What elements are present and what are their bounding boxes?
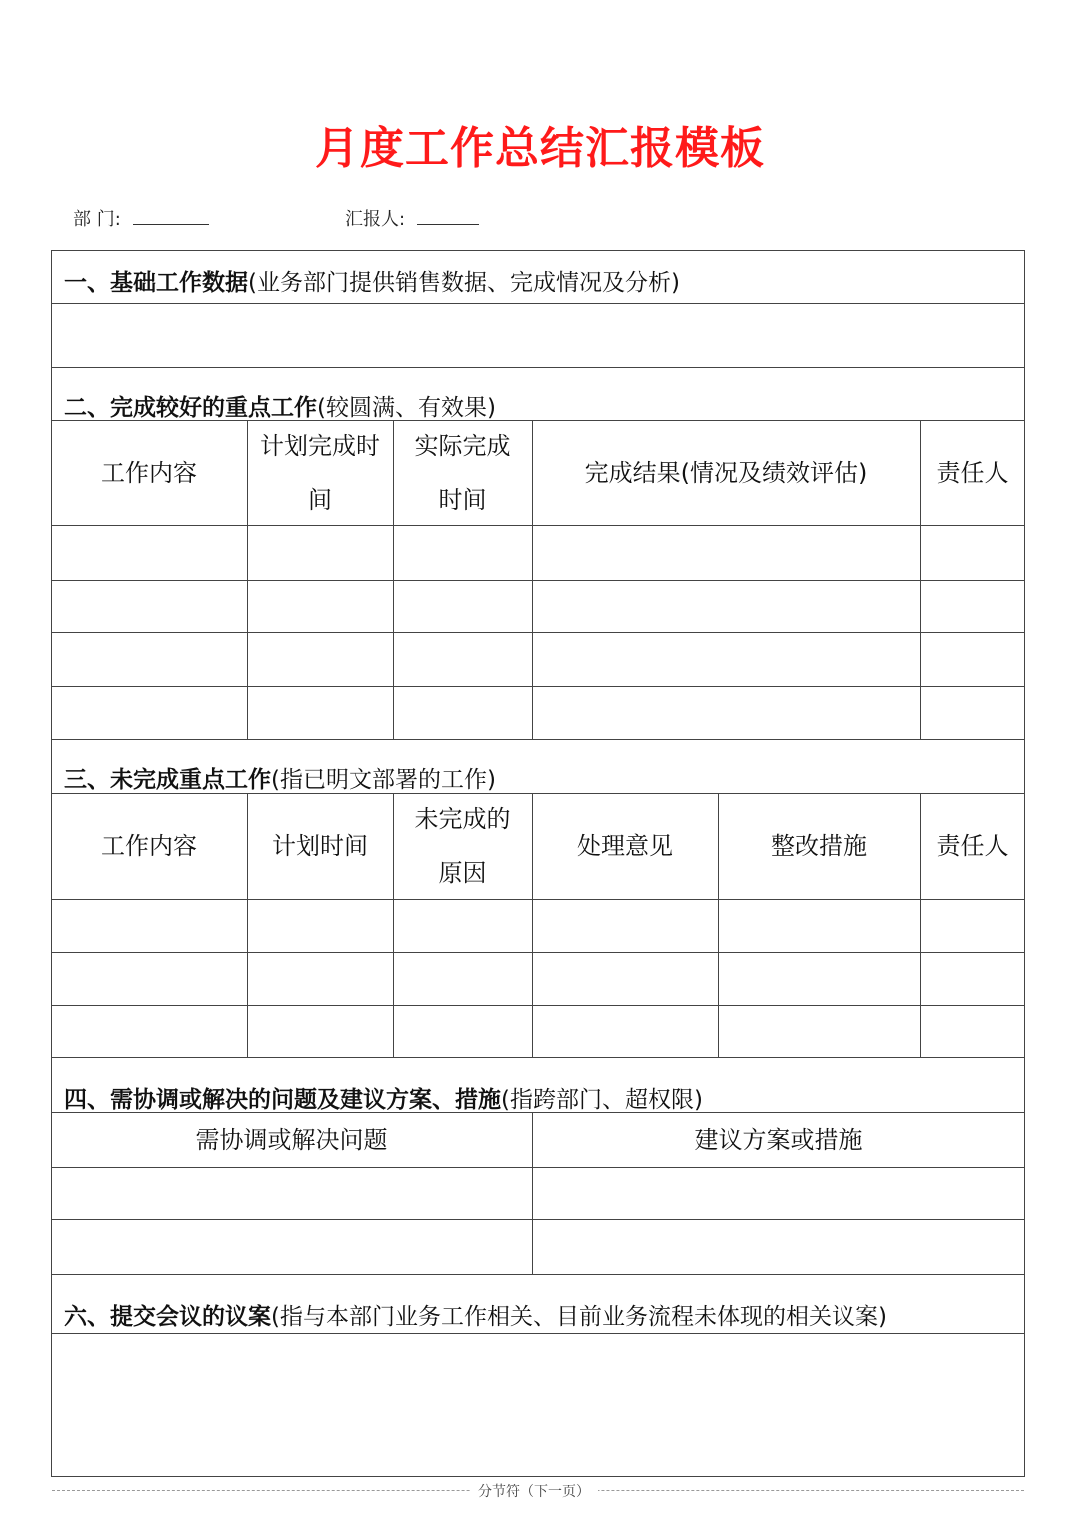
s2-header-cell: 实际完成时间 [414, 431, 511, 514]
department-label: 部 门: [73, 209, 121, 230]
table-row [51, 580, 1025, 581]
s4-header-cell: 需协调或解决问题 [195, 1125, 388, 1154]
reporter-label: 汇报人: [345, 209, 406, 230]
section1-title-note: (业务部门提供销售数据、完成情况及分析) [248, 270, 680, 296]
department-blank[interactable] [133, 208, 209, 225]
section6-title-note: (指与本部门业务工作相关、目前业务流程未体现的相关议案) [271, 1304, 887, 1330]
section2-title-note: (较圆满、有效果) [317, 395, 496, 421]
column-line [532, 420, 533, 739]
column-line [532, 1112, 533, 1274]
divider [51, 367, 1025, 368]
section3-title-note: (指已明文部署的工作) [271, 767, 496, 793]
table-row [51, 686, 1025, 687]
column-line [532, 793, 533, 1057]
section2-title-bold: 二、完成较好的重点工作 [64, 395, 317, 421]
s3-header-cell: 未完成的原因 [414, 805, 511, 887]
s4-header-cell: 建议方案或措施 [694, 1125, 863, 1154]
page-break-label: 分节符（下一页） [470, 1481, 598, 1501]
section6-title [64, 1298, 887, 1331]
section1-title-bold: 一、基础工作数据 [64, 270, 248, 296]
column-line [247, 420, 248, 739]
table-row [51, 899, 1025, 900]
divider [51, 1057, 1025, 1058]
table-row [51, 1219, 1025, 1220]
s2-header-cell: 责任人 [936, 458, 1009, 487]
section1-title [64, 264, 680, 297]
table-row [51, 525, 1025, 526]
divider [51, 1333, 1025, 1334]
s2-header-cell: 完成结果(情况及绩效评估) [584, 458, 868, 487]
column-line [718, 793, 719, 1057]
column-line [393, 420, 394, 739]
section6-title-bold: 六、提交会议的议案 [64, 1304, 271, 1330]
divider [51, 739, 1025, 740]
s2-header-cell: 工作内容 [101, 458, 197, 487]
reporter-blank[interactable] [417, 208, 479, 225]
divider [51, 303, 1025, 304]
table-row [51, 952, 1025, 953]
section4-title-bold: 四、需协调或解决的问题及建议方案、措施 [64, 1087, 501, 1113]
section4-title [64, 1081, 703, 1114]
s3-header-cell: 计划时间 [272, 832, 368, 860]
reporter-field [345, 205, 479, 231]
table-row [51, 1167, 1025, 1168]
page-title: 月度工作总结汇报模板 [315, 123, 765, 174]
section4-title-note: (指跨部门、超权限) [501, 1087, 703, 1113]
column-line [247, 793, 248, 1057]
section2-title [64, 389, 496, 422]
table-row [51, 632, 1025, 633]
section3-title-bold: 三、未完成重点工作 [64, 767, 271, 793]
column-line [920, 420, 921, 739]
section3-title [64, 761, 496, 794]
divider [51, 1274, 1025, 1275]
table-row [51, 1005, 1025, 1006]
s2-header-cell: 计划完成时间 [260, 431, 380, 514]
column-line [393, 793, 394, 1057]
column-line [920, 793, 921, 1057]
s3-header-cell: 工作内容 [101, 832, 197, 860]
s3-header-cell: 整改措施 [771, 832, 867, 860]
department-field [73, 205, 209, 231]
s3-header-cell: 处理意见 [577, 832, 673, 860]
s3-header-cell: 责任人 [936, 832, 1009, 860]
